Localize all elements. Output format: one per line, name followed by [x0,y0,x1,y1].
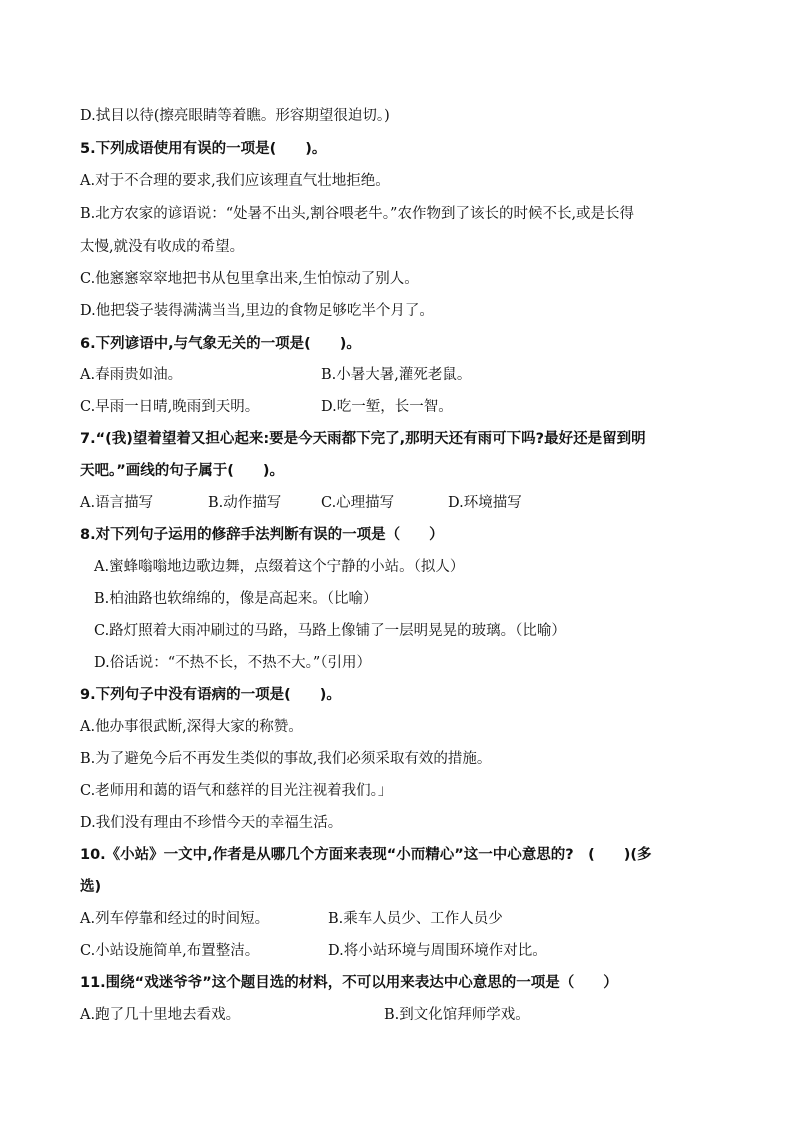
option-d: D.将小站环境与周围环境作对比。 [328,943,547,959]
question-6: 6.下列谚语中,与气象无关的一项是( )。 [80,336,361,352]
option-text: D.我们没有理由不珍惜今天的幸福生活。 [80,815,343,831]
option-a: A.春雨贵如油。 [80,367,183,383]
option-c: C.心理描写 [321,495,395,511]
question-10: 10.《小站》一文中,作者是从哪几个方面来表现“小而精心”这一中心意思的? ( )(多 [80,847,652,863]
question-9: 9.下列句子中没有语病的一项是( )。 [80,687,341,703]
option-text: 太慢,就没有收成的希望。 [80,239,245,255]
option-text: B.柏油路也软绵绵的，像是高起来。（比喻） [94,591,378,607]
option-d: D.环境描写 [448,495,522,511]
question-10-cont: 选) [80,879,102,895]
option-text: B.为了避免今后不再发生类似的事故,我们必须采取有效的措施。 [80,751,492,767]
option-text: B.北方农家的谚语说：“处暑不出头,割谷喂老牛。”农作物到了该长的时候不长,或是长得 [80,206,635,222]
option-b: B.乘车人员少、工作人员少 [328,911,503,927]
question-8: 8.对下列句子运用的修辞手法判断有误的一项是（ ） [80,527,444,543]
question-11: 11.围绕“戏迷爷爷”这个题目选的材料，不可以用来表达中心意思的一项是（ ） [80,975,618,991]
option-a: A.跑了几十里地去看戏。 [80,1007,241,1023]
option-b: B.到文化馆拜师学戏。 [384,1007,530,1023]
question-5: 5.下列成语使用有误的一项是( )。 [80,141,327,157]
option-text: C.他窸窸窣窣地把书从包里拿出来,生怕惊动了别人。 [80,271,419,287]
option-a: A.语言描写 [80,495,154,511]
option-text: A.他办事很武断,深得大家的称赞。 [80,719,303,735]
option-text: D.拭目以待(擦亮眼睛等着瞧。形容期望很迫切。) [80,108,390,124]
option-c: C.小站设施简单,布置整洁。 [80,943,260,959]
option-d: D.吃一堑，长一智。 [321,399,453,415]
option-text: D.俗话说：“不热不长，不热不大。”（引用） [94,655,372,671]
option-c: C.早雨一日晴,晚雨到天明。 [80,399,260,415]
option-b: B.动作描写 [208,495,282,511]
option-a: A.列车停靠和经过的时间短。 [80,911,270,927]
question-7-cont: 天吧。”画线的句子属于( )。 [80,463,285,479]
option-text: A.对于不合理的要求,我们应该理直气壮地拒绝。 [80,173,390,189]
option-b: B.小暑大暑,灌死老鼠。 [321,367,472,383]
option-text: C.路灯照着大雨冲刷过的马路，马路上像铺了一层明晃晃的玻璃。（比喻） [94,623,566,639]
option-text: C.老师用和蔼的语气和慈祥的目光注视着我们。」 [80,783,393,799]
question-7: 7.“(我)望着望着又担心起来:要是今天雨都下完了,那明天还有雨可下吗?最好还是留到明 [80,431,646,447]
option-text: D.他把袋子装得满满当当,里边的食物足够吃半个月了。 [80,303,434,319]
option-text: A.蜜蜂嗡嗡地边歌边舞，点缀着这个宁静的小站。（拟人） [94,559,465,575]
